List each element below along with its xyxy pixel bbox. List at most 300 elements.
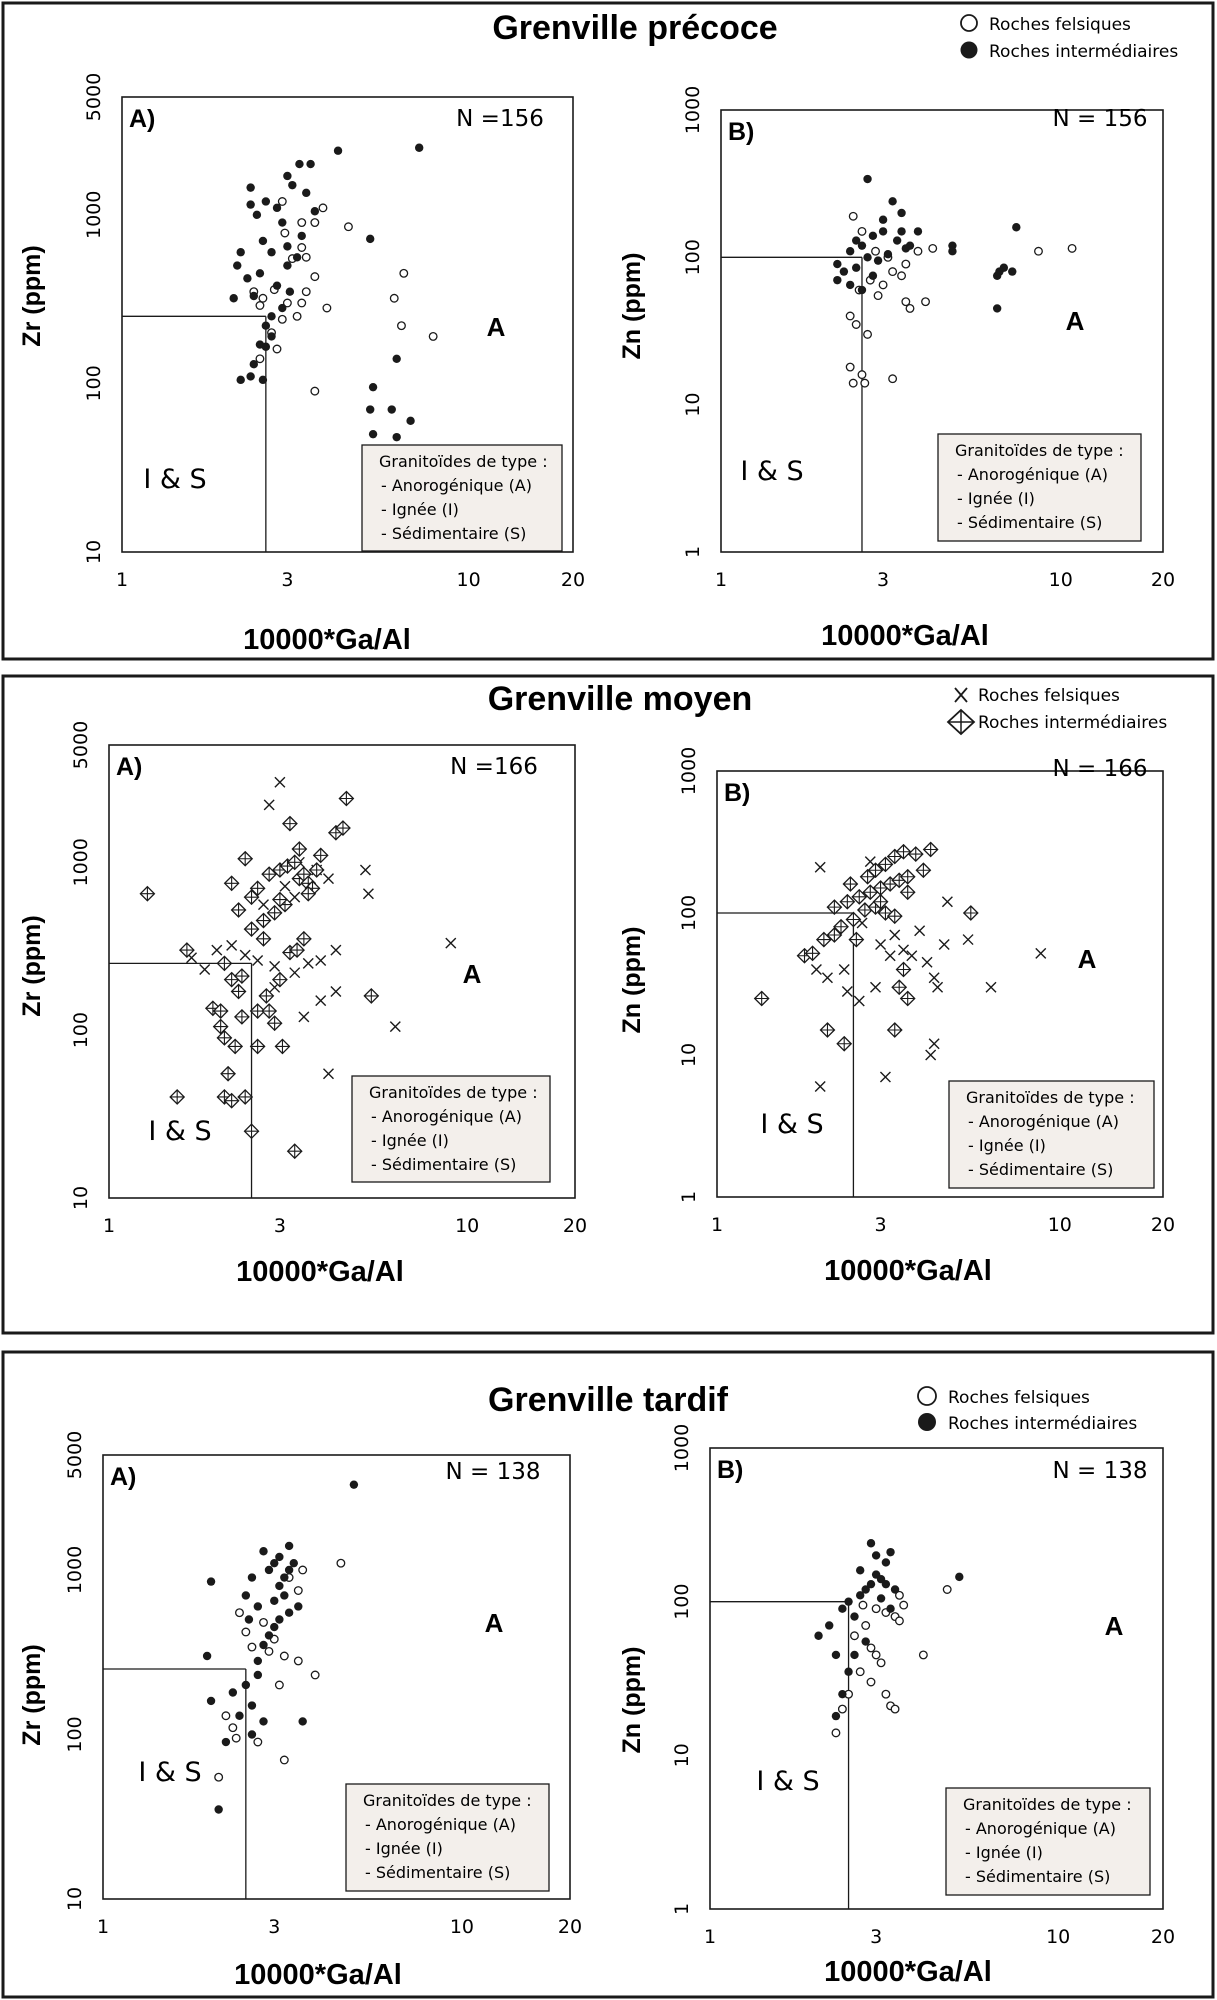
open-circle-icon	[961, 15, 977, 31]
data-point-intermediate	[288, 1144, 302, 1158]
data-point-felsic	[256, 302, 264, 310]
data-point-intermediate	[295, 160, 303, 168]
data-point-intermediate	[902, 244, 910, 252]
panel-frame-moyen	[3, 676, 1213, 1333]
data-point-intermediate	[286, 287, 294, 295]
data-point-intermediate	[285, 1608, 293, 1616]
data-point-intermediate	[852, 236, 860, 244]
data-point-intermediate	[1012, 223, 1020, 231]
data-point-intermediate	[254, 1602, 262, 1610]
data-point-felsic	[874, 292, 882, 300]
data-point-intermediate	[225, 876, 239, 890]
data-point-felsic	[885, 951, 895, 961]
data-point-intermediate	[288, 181, 296, 189]
data-point-intermediate	[259, 1547, 267, 1555]
y-axis-title: Zr (ppm)	[18, 915, 46, 1017]
y-tick-label: 10	[83, 539, 105, 565]
data-point-intermediate	[246, 200, 254, 208]
data-point-felsic	[311, 387, 319, 395]
field-label-i-s: I & S	[760, 1109, 824, 1140]
data-point-intermediate	[406, 417, 414, 425]
key-line: - Sédimentaire (S)	[381, 524, 527, 543]
data-point-intermediate	[232, 984, 246, 998]
data-point-felsic	[290, 892, 300, 902]
data-point-felsic	[429, 333, 437, 341]
legend-label-felsic: Roches felsiques	[989, 15, 1131, 35]
data-point-intermediate	[280, 1591, 288, 1599]
data-point-intermediate	[294, 1602, 302, 1610]
key-line: - Anorogénique (A)	[965, 1819, 1116, 1838]
data-point-intermediate	[852, 264, 860, 272]
sample-count: N = 138	[1052, 1458, 1148, 1484]
data-point-intermediate	[964, 906, 978, 920]
data-point-intermediate	[283, 261, 291, 269]
data-point-felsic	[1036, 948, 1046, 958]
y-tick-label: 1	[682, 545, 704, 559]
data-point-felsic	[302, 288, 310, 296]
key-line: - Sédimentaire (S)	[371, 1155, 517, 1174]
x-axis-title: 10000*Ga/Al	[824, 1255, 992, 1287]
data-point-intermediate	[262, 197, 270, 205]
field-label-anorogenic: A	[1104, 1611, 1124, 1641]
data-point-intermediate	[825, 1621, 833, 1629]
data-point-felsic	[858, 228, 866, 236]
granitoid-key-box	[352, 1076, 550, 1182]
x-tick-label: 10	[1047, 1214, 1072, 1236]
data-point-felsic	[273, 345, 281, 353]
subplot-label: B)	[728, 118, 755, 146]
data-point-intermediate	[901, 885, 915, 899]
key-line: - Anorogénique (A)	[371, 1107, 522, 1126]
data-point-intermediate	[170, 1090, 184, 1104]
data-point-felsic	[872, 1605, 880, 1613]
data-point-intermediate	[882, 1580, 890, 1588]
data-point-felsic	[278, 198, 286, 206]
data-point-felsic	[896, 1617, 904, 1625]
data-point-intermediate	[275, 1615, 283, 1623]
data-point-intermediate	[832, 1712, 840, 1720]
data-point-intermediate	[214, 1805, 222, 1813]
y-tick-label: 100	[682, 239, 704, 276]
x-axis-title: 10000*Ga/Al	[821, 620, 989, 652]
data-point-intermediate	[311, 207, 319, 215]
granitoid-key-box	[946, 1788, 1150, 1895]
key-line: Granitoïdes de type :	[966, 1088, 1135, 1107]
subplot-label: B)	[724, 779, 751, 807]
data-point-felsic	[832, 1729, 840, 1737]
data-point-felsic	[852, 321, 860, 329]
data-point-felsic	[264, 800, 274, 810]
data-point-intermediate	[292, 842, 306, 856]
panel-title-precoce: Grenville précoce	[492, 9, 778, 47]
key-line: - Ignée (I)	[371, 1131, 449, 1150]
data-point-intermediate	[897, 227, 905, 235]
y-tick-label: 10	[678, 1042, 700, 1068]
data-point-intermediate	[882, 1558, 890, 1566]
key-line: - Anorogénique (A)	[381, 476, 532, 495]
data-point-intermediate	[285, 1566, 293, 1574]
data-point-intermediate	[237, 376, 245, 384]
data-point-intermediate	[861, 1637, 869, 1645]
data-point-felsic	[854, 996, 864, 1006]
data-point-intermediate	[814, 1632, 822, 1640]
data-point-intermediate	[268, 906, 282, 920]
y-axis-title: Zr (ppm)	[18, 1644, 46, 1746]
data-point-intermediate	[901, 991, 915, 1005]
data-point-intermediate	[180, 943, 194, 957]
data-point-felsic	[899, 945, 909, 955]
panel-frame-precoce	[3, 3, 1213, 659]
y-axis-title: Zn (ppm)	[618, 1646, 646, 1754]
field-label-i-s: I & S	[138, 1757, 202, 1788]
data-point-felsic	[242, 1628, 250, 1636]
x-mark-icon	[955, 688, 967, 702]
data-point-felsic	[864, 331, 872, 339]
data-point-intermediate	[250, 360, 258, 368]
data-point-intermediate	[844, 1597, 852, 1605]
data-point-intermediate	[254, 1657, 262, 1665]
data-point-intermediate	[293, 253, 301, 261]
data-point-felsic	[926, 1050, 936, 1060]
legend-label-felsic: Roches felsiques	[978, 686, 1120, 706]
data-point-intermediate	[228, 1039, 242, 1053]
x-tick-label: 3	[273, 1215, 286, 1237]
y-tick-label: 100	[83, 365, 105, 402]
data-point-felsic	[281, 1756, 289, 1764]
data-point-felsic	[311, 1671, 319, 1679]
data-point-intermediate	[872, 1551, 880, 1559]
data-point-intermediate	[840, 267, 848, 275]
data-point-intermediate	[897, 963, 911, 977]
legend-label-intermediate: Roches intermédiaires	[978, 713, 1168, 733]
data-point-intermediate	[392, 433, 400, 441]
y-tick-label: 1000	[70, 838, 92, 887]
y-tick-label: 10	[682, 392, 704, 417]
data-point-felsic	[986, 982, 996, 992]
data-point-felsic	[929, 973, 939, 983]
field-label-i-s: I & S	[143, 464, 207, 495]
data-point-intermediate	[246, 372, 254, 380]
data-point-felsic	[942, 897, 952, 907]
data-point-intermediate	[846, 912, 860, 926]
data-point-felsic	[446, 938, 456, 948]
data-point-intermediate	[863, 253, 871, 261]
sample-count: N = 156	[1052, 106, 1148, 132]
data-point-felsic	[302, 253, 310, 261]
data-point-intermediate	[242, 1591, 250, 1599]
y-tick-label: 1000	[682, 85, 704, 135]
y-tick-label: 100	[64, 1716, 86, 1753]
data-point-intermediate	[948, 247, 956, 255]
data-point-felsic	[232, 1734, 240, 1742]
data-point-intermediate	[238, 1090, 252, 1104]
field-label-anorogenic: A	[486, 312, 506, 342]
data-point-felsic	[859, 1601, 867, 1609]
data-point-intermediate	[392, 355, 400, 363]
data-point-intermediate	[843, 877, 857, 891]
data-point-intermediate	[259, 1641, 267, 1649]
data-points	[203, 1480, 358, 1813]
data-point-felsic	[212, 945, 222, 955]
data-point-intermediate	[832, 1651, 840, 1659]
x-tick-label: 20	[562, 1215, 588, 1237]
data-point-felsic	[323, 874, 333, 884]
scatter-plot-1	[18, 73, 585, 656]
data-point-intermediate	[259, 1717, 267, 1725]
data-point-felsic	[914, 247, 922, 255]
sample-count: N =156	[456, 106, 544, 132]
data-point-felsic	[849, 212, 857, 220]
data-point-intermediate	[366, 405, 374, 413]
data-point-felsic	[877, 1659, 885, 1667]
key-line: Granitoïdes de type :	[369, 1083, 538, 1102]
open-circle-icon	[918, 1387, 936, 1405]
data-point-felsic	[891, 1705, 899, 1713]
x-tick-label: 3	[874, 1214, 887, 1236]
data-point-intermediate	[232, 903, 246, 917]
data-point-intermediate	[350, 1480, 358, 1488]
data-points	[833, 175, 1076, 387]
data-points	[814, 1539, 963, 1737]
data-point-felsic	[915, 926, 925, 936]
data-point-intermediate	[886, 1604, 894, 1612]
y-tick-label: 100	[678, 894, 700, 932]
data-point-intermediate	[892, 980, 906, 994]
data-point-felsic	[902, 260, 910, 268]
legend-tardif	[918, 1387, 1137, 1434]
data-point-felsic	[963, 935, 973, 945]
data-point-felsic	[259, 294, 267, 302]
data-point-intermediate	[369, 430, 377, 438]
data-point-felsic	[882, 1690, 890, 1698]
key-line: Granitoïdes de type :	[363, 1791, 532, 1810]
data-point-intermediate	[837, 1037, 851, 1051]
data-point-felsic	[842, 987, 852, 997]
y-tick-label: 1	[678, 1190, 700, 1204]
y-tick-label: 1000	[64, 1545, 86, 1595]
data-point-felsic	[319, 204, 327, 212]
data-point-intermediate	[265, 1566, 273, 1574]
data-point-intermediate	[858, 286, 866, 294]
key-line: - Sédimentaire (S)	[965, 1867, 1111, 1886]
data-point-felsic	[839, 965, 849, 975]
x-tick-label: 20	[1150, 569, 1176, 591]
data-point-felsic	[939, 940, 949, 950]
data-point-intermediate	[833, 260, 841, 268]
data-point-felsic	[303, 958, 313, 968]
data-point-intermediate	[893, 236, 901, 244]
data-point-felsic	[311, 273, 319, 281]
data-point-felsic	[299, 1566, 307, 1574]
data-point-felsic	[294, 1587, 302, 1595]
granitoid-key-box	[938, 434, 1141, 541]
x-tick-label: 1	[102, 1215, 116, 1237]
data-point-intermediate	[229, 294, 237, 302]
data-point-felsic	[290, 968, 300, 978]
data-point-intermediate	[1000, 264, 1008, 272]
field-label-anorogenic: A	[484, 1608, 504, 1638]
data-point-felsic	[323, 304, 331, 312]
x-tick-label: 3	[268, 1916, 281, 1938]
data-point-felsic	[227, 940, 237, 950]
data-point-intermediate	[253, 211, 261, 219]
data-point-intermediate	[283, 817, 297, 831]
scatter-plot-6	[618, 1424, 1175, 1988]
sample-count: N = 138	[445, 1459, 541, 1485]
data-point-intermediate	[265, 1631, 273, 1639]
data-point-felsic	[390, 1022, 400, 1032]
scatter-plot-3	[18, 721, 587, 1288]
data-point-felsic	[862, 1622, 870, 1630]
filled-circle-icon	[918, 1413, 936, 1431]
data-point-felsic	[298, 244, 306, 252]
data-point-felsic	[248, 1643, 256, 1651]
data-point-felsic	[400, 269, 408, 277]
data-point-intermediate	[846, 247, 854, 255]
data-point-felsic	[398, 322, 406, 330]
data-point-intermediate	[838, 1604, 846, 1612]
data-point-intermediate	[334, 147, 342, 155]
data-point-intermediate	[233, 261, 241, 269]
data-point-felsic	[280, 881, 290, 891]
data-point-intermediate	[217, 956, 231, 970]
data-point-intermediate	[314, 848, 328, 862]
subplot-label: A)	[110, 1463, 137, 1491]
data-point-felsic	[839, 1705, 847, 1713]
data-point-felsic	[879, 281, 887, 289]
data-point-felsic	[900, 1601, 908, 1609]
data-point-intermediate	[245, 1124, 259, 1138]
field-label-anorogenic: A	[1065, 306, 1085, 336]
data-point-intermediate	[270, 1623, 278, 1631]
y-tick-label: 5000	[64, 1430, 86, 1480]
data-point-intermediate	[207, 1697, 215, 1705]
data-point-intermediate	[867, 1580, 875, 1588]
legend-precoce	[961, 15, 1179, 62]
data-point-intermediate	[248, 1730, 256, 1738]
field-label-i-s: I & S	[148, 1116, 212, 1147]
field-label-anorogenic: A	[1077, 944, 1097, 974]
data-point-intermediate	[235, 1712, 243, 1720]
data-point-felsic	[1035, 247, 1043, 255]
data-point-felsic	[311, 219, 319, 227]
data-point-felsic	[337, 1559, 345, 1567]
data-point-felsic	[215, 1773, 223, 1781]
data-point-intermediate	[388, 405, 396, 413]
y-axis-title: Zn (ppm)	[618, 252, 646, 360]
data-point-intermediate	[850, 1612, 858, 1620]
granitoid-key-box	[346, 1784, 549, 1891]
data-point-intermediate	[415, 144, 423, 152]
data-point-intermediate	[339, 792, 353, 806]
x-axis-title: 10000*Ga/Al	[824, 1956, 992, 1988]
data-point-intermediate	[273, 281, 281, 289]
data-point-intermediate	[283, 242, 291, 250]
data-point-felsic	[867, 1678, 875, 1686]
y-tick-label: 5000	[83, 72, 105, 122]
field-label-i-s: I & S	[756, 1766, 820, 1797]
data-point-intermediate	[283, 172, 291, 180]
data-points	[755, 843, 1046, 1092]
x-tick-label: 20	[1150, 1214, 1176, 1236]
data-point-intermediate	[278, 304, 286, 312]
data-point-intermediate	[856, 1566, 864, 1574]
x-axis-title: 10000*Ga/Al	[236, 1256, 404, 1288]
sample-count: N =166	[450, 754, 538, 780]
filled-circle-icon	[961, 42, 978, 59]
data-point-intermediate	[248, 1573, 256, 1581]
data-point-felsic	[265, 1648, 273, 1656]
data-point-intermediate	[993, 304, 1001, 312]
data-point-felsic	[316, 996, 326, 1006]
data-point-felsic	[236, 1609, 244, 1617]
data-point-felsic	[815, 1082, 825, 1092]
y-tick-label: 10	[671, 1743, 693, 1768]
data-point-felsic	[323, 1069, 333, 1079]
data-point-intermediate	[238, 852, 252, 866]
data-point-intermediate	[298, 1717, 306, 1725]
x-tick-label: 10	[456, 569, 481, 591]
x-tick-label: 20	[557, 1916, 583, 1938]
data-point-felsic	[880, 1072, 890, 1082]
data-point-felsic	[849, 379, 857, 387]
data-point-felsic	[331, 986, 341, 996]
field-label-anorogenic: A	[462, 959, 482, 989]
data-point-intermediate	[298, 232, 306, 240]
x-axis-title: 10000*Ga/Al	[243, 624, 411, 656]
subplot-label: B)	[717, 1456, 744, 1484]
data-point-felsic	[316, 956, 326, 966]
data-point-felsic	[922, 957, 932, 967]
data-point-felsic	[890, 930, 900, 940]
key-line: - Ignée (I)	[365, 1839, 443, 1858]
x-tick-label: 1	[96, 1916, 110, 1938]
data-point-intermediate	[275, 1582, 283, 1590]
x-tick-label: 3	[281, 569, 294, 591]
data-point-intermediate	[755, 991, 769, 1005]
data-point-intermediate	[267, 332, 275, 340]
data-point-intermediate	[246, 183, 254, 191]
data-point-felsic	[222, 1712, 230, 1720]
data-point-felsic	[920, 1651, 928, 1659]
data-point-felsic	[1068, 245, 1076, 253]
data-point-felsic	[858, 371, 866, 379]
x-tick-label: 3	[877, 569, 890, 591]
data-point-intermediate	[242, 1681, 250, 1689]
data-point-intermediate	[366, 235, 374, 243]
data-point-intermediate	[297, 932, 311, 946]
scatter-plot-4	[618, 747, 1175, 1287]
data-point-intermediate	[846, 281, 854, 289]
data-point-intermediate	[229, 1688, 237, 1696]
x-axis-title: 10000*Ga/Al	[234, 1959, 402, 1991]
data-point-intermediate	[879, 216, 887, 224]
data-point-felsic	[293, 313, 301, 321]
data-point-intermediate	[235, 1010, 249, 1024]
data-point-intermediate	[863, 175, 871, 183]
data-point-intermediate	[879, 227, 887, 235]
data-point-intermediate	[306, 160, 314, 168]
data-point-intermediate	[140, 887, 154, 901]
data-point-intermediate	[245, 922, 259, 936]
data-point-intermediate	[280, 1573, 288, 1581]
data-point-intermediate	[251, 1039, 265, 1053]
y-tick-label: 100	[70, 1012, 92, 1049]
data-point-felsic	[276, 1681, 284, 1689]
y-tick-label: 1000	[83, 190, 105, 240]
y-tick-label: 5000	[70, 720, 92, 770]
key-line: Granitoïdes de type :	[379, 452, 548, 471]
